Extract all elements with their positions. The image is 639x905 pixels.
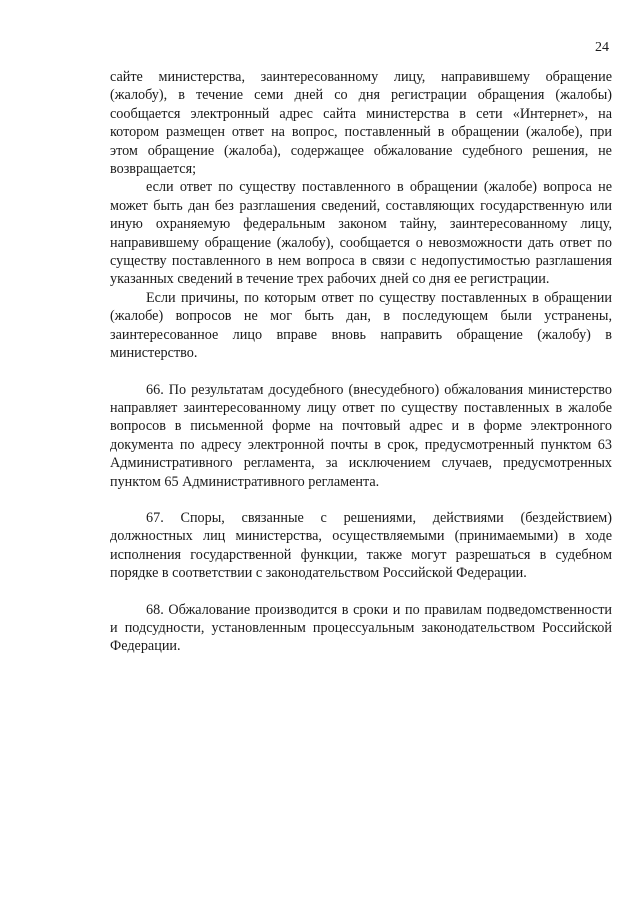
paragraph-reasons-eliminated: Если причины, по которым ответ по существу поставленных в обращении (жалобе) вопросов не мог быть дан, в последующем были устранены, заинтересованное лицо вправе вновь направить обращение (жалобу) в министерство. [110,289,612,362]
paragraph-item-67: 67. Споры, связанные с решениями, действиями (бездействием) должностных лиц министерства, осуществляемыми (принимаемыми) в ходе исполнения государственной функции, также могут разрешаться в судебном порядке в соответствии с законодательством Российской Федерации. [110,509,612,582]
paragraph-continuation: сайте министерства, заинтересованному лицу, направившему обращение (жалобу), в течение семи дней со дня регистрации обращения (жалобы) сообщается электронный адрес сайта министерства в сети «Интернет», на котором размещен ответ на вопрос, поставленный в обращении (жалобе), при этом обращение (жалоба), содержащее обжалование судебного решения, не возвращается; [110,69,612,178]
paragraph-item-68: 68. Обжалование производится в сроки и по правилам подведомственности и подсудности, установленным процессуальным законодательством Российской Федерации. [110,601,612,655]
paragraph-item-66: 66. По результатам досудебного (внесудебного) обжалования министерство направляет заинтересованному лицу ответ по существу поставленных в жалобе вопросов в письменной форме на почтовый адрес и в форме электронного документа по адресу электронной почты в срок, предусмотренный пунктом 63 Административного регламента, за исключением случаев, предусмотренных пунктом 65 Административного регламента. [110,381,612,490]
page-number: 24 [595,40,609,55]
document-body [110,68,612,656]
paragraph-secret-info: если ответ по существу поставленного в обращении (жалобе) вопроса не может быть дан без разглашения сведений, составляющих государственную или иную охраняемую федеральным законом тайну, заинтересованному лицу, направившему обращение (жалобу), сообщается о невозможности дать ответ по существу поставленного в нем вопроса в связи с недопустимостью разглашения указанных сведений в течение трех рабочих дней со дня ее регистрации. [110,179,612,288]
